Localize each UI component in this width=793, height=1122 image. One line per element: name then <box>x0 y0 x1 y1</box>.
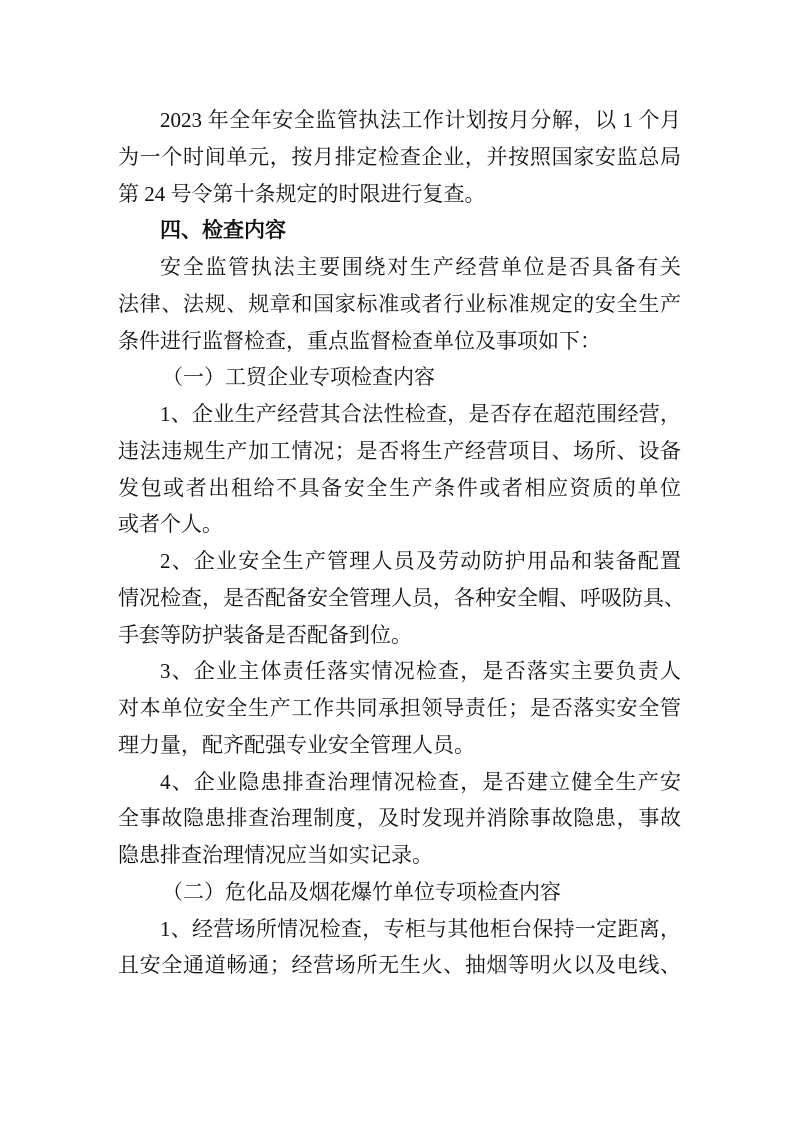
text-line: （二）危化品及烟花爆竹单位专项检查内容 <box>162 879 561 904</box>
subsection-heading <box>118 359 681 396</box>
paragraph <box>118 764 681 874</box>
text-line: 1、企业生产经营其合法性检查，是否存在超范围经营， <box>160 402 681 426</box>
paragraph <box>118 653 681 763</box>
text-line: 2、企业安全生产管理人员及劳动防护用品和装备配置 <box>160 549 681 573</box>
text-line: 四、检查内容 <box>160 218 286 243</box>
section-heading <box>118 212 681 249</box>
document-page <box>118 102 685 984</box>
text-line: 为一个时间单元，按月排定检查企业，并按照国家安监总局 <box>118 144 681 169</box>
paragraph <box>118 102 681 212</box>
text-line: 3、企业主体责任落实情况检查，是否落实主要负责人 <box>160 659 681 684</box>
text-line: 全事故隐患排查治理制度，及时发现并消除事故隐患，事故 <box>118 806 681 831</box>
text-line: 手套等防护装备是否配备到位。 <box>118 622 412 647</box>
text-line: 第 24 号令第十条规定的时限进行复查。 <box>118 181 486 206</box>
text-line: 发包或者出租给不具备安全生产条件或者相应资质的单位 <box>118 475 681 500</box>
paragraph <box>118 249 681 359</box>
text-line: 对本单位安全生产工作共同承担领导责任；是否落实安全管 <box>118 696 681 720</box>
text-line: 或者个人。 <box>118 512 223 537</box>
text-line: 条件进行监督检查，重点监督检查单位及事项如下： <box>118 328 601 353</box>
text-line: 违法违规生产加工情况；是否将生产经营项目、场所、设备 <box>118 438 681 463</box>
text-line: 理力量，配齐配强专业安全管理人员。 <box>118 732 475 757</box>
text-line: 4、企业隐患排查治理情况检查，是否建立健全生产安 <box>160 769 681 794</box>
text-line: 且安全通道畅通；经营场所无生火、抽烟等明火以及电线、 <box>118 953 681 978</box>
text-line: 安全监管执法主要围绕对生产经营单位是否具备有关 <box>160 255 681 279</box>
paragraph <box>118 396 681 543</box>
text-line: 法律、法规、规章和国家标准或者行业标准规定的安全生产 <box>118 291 681 316</box>
subsection-heading <box>118 874 681 911</box>
text-line: 1、经营场所情况检查，专柜与其他柜台保持一定距离， <box>160 916 681 941</box>
paragraph <box>118 543 685 653</box>
text-line: 2023 年全年安全监管执法工作计划按月分解，以 1 个月 <box>160 108 681 132</box>
text-line: 情况检查，是否配备安全管理人员，各种安全帽、呼吸防具、 <box>118 585 685 610</box>
text-line: 隐患排查治理情况应当如实记录。 <box>118 843 433 867</box>
paragraph <box>118 911 681 985</box>
text-line: （一）工贸企业专项检查内容 <box>162 365 435 390</box>
